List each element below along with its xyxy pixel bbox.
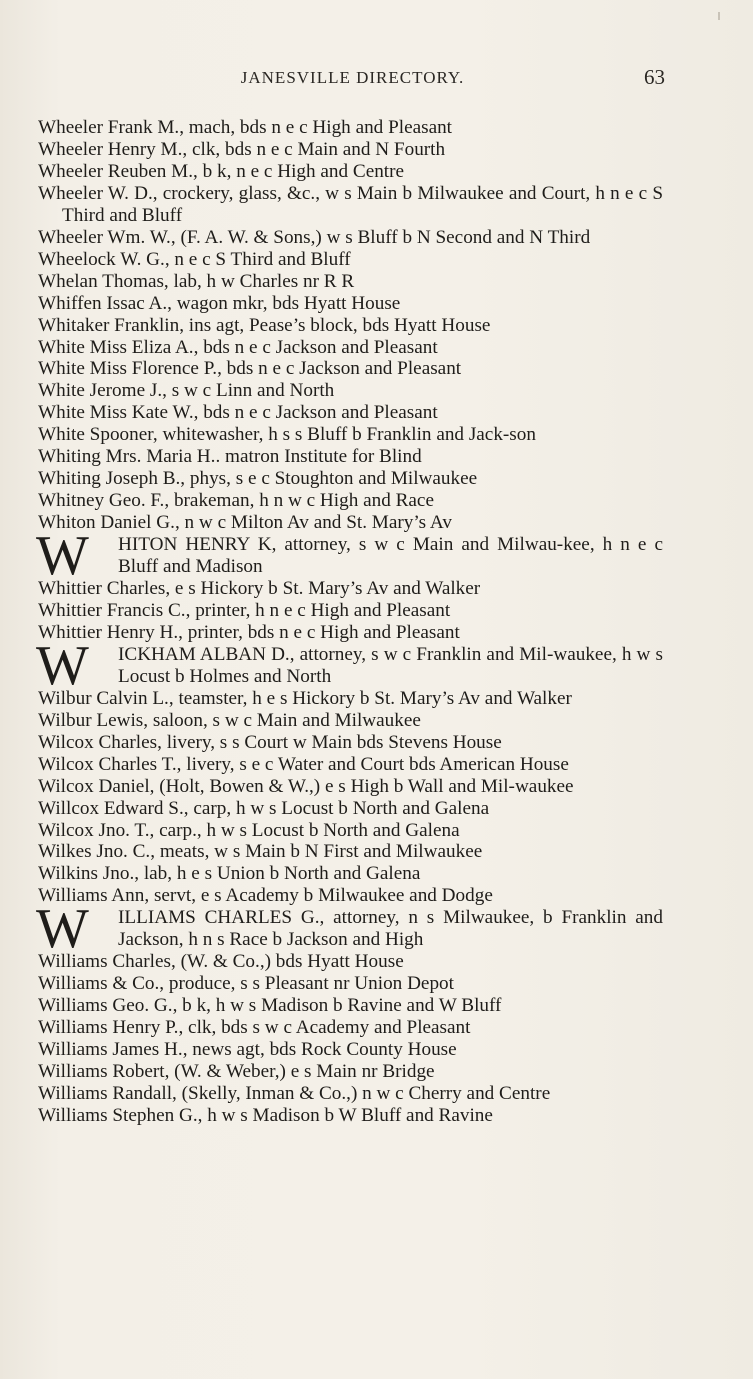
directory-entry <box>38 293 663 315</box>
directory-entry <box>38 1083 663 1105</box>
directory-entry <box>38 161 663 183</box>
directory-entry <box>38 490 663 512</box>
directory-entry <box>38 885 663 907</box>
directory-entry <box>38 139 663 161</box>
margin-mark <box>718 12 720 20</box>
directory-entry <box>38 380 663 402</box>
page-header <box>40 65 665 98</box>
featured-directory-entry <box>36 525 663 588</box>
entry-text: Williams Randall, (Skelly, Inman & Co.,) n w c Cherry and Centre <box>38 1082 551 1104</box>
entry-text: Williams Ann, servt, e s Academy b Milwaukee and Dodge <box>38 885 493 907</box>
directory-entry <box>38 863 663 885</box>
directory-entry <box>38 841 663 863</box>
entry-text: Wheelock W. G., n e c S Third and Bluff <box>38 248 351 270</box>
directory-entry <box>38 227 663 249</box>
entry-text: Whiffen Issac A., wagon mkr, bds Hyatt House <box>38 292 401 314</box>
entry-text: HITON HENRY K, attorney, s w c Main and Milwau-kee, h n e c Bluff and Madison <box>118 534 663 578</box>
directory-entry <box>38 315 663 337</box>
running-title: JANESVILLE DIRECTORY. <box>240 68 465 87</box>
entry-text: Wilbur Lewis, saloon, s w c Main and Milwaukee <box>38 709 421 731</box>
featured-directory-entry <box>36 898 663 961</box>
entry-text: Whittier Francis C., printer, h n e c High and Pleasant <box>38 599 451 621</box>
entry-text: Whitaker Franklin, ins agt, Pease’s block, bds Hyatt House <box>38 314 491 336</box>
directory-entry <box>38 1039 663 1061</box>
entry-text: Williams & Co., produce, s s Pleasant nr Union Depot <box>38 973 454 995</box>
directory-entry <box>38 249 663 271</box>
entry-text: Wilcox Daniel, (Holt, Bowen & W.,) e s High b Wall and Mil-waukee <box>38 775 574 797</box>
directory-entry <box>38 973 663 995</box>
entry-text: Whitney Geo. F., brakeman, h n w c High and Race <box>38 490 434 512</box>
entry-text: ICKHAM ALBAN D., attorney, s w c Franklin and Mil-waukee, h w s Locust b Holmes and North <box>118 643 663 687</box>
directory-entry <box>38 117 663 139</box>
directory-entry <box>38 337 663 359</box>
entry-text: Whiting Mrs. Maria H.. matron Institute for Blind <box>38 446 422 468</box>
entry-text: Wheeler W. D., crockery, glass, &c., w s Main b Milwaukee and Court, h n e c S Third and Bluff <box>38 182 663 226</box>
entry-text: Williams Robert, (W. & Weber,) e s Main nr Bridge <box>38 1060 435 1082</box>
directory-entry <box>38 1017 663 1039</box>
page-number: 63 <box>644 65 665 89</box>
directory-entry <box>38 358 663 380</box>
directory-entry <box>38 1061 663 1083</box>
entry-text: Wilkes Jno. C., meats, w s Main b N First and Milwaukee <box>38 841 483 863</box>
entry-text: Willcox Edward S., carp, h w s Locust b North and Galena <box>38 797 490 819</box>
directory-entry <box>38 820 663 842</box>
entry-text: Whelan Thomas, lab, h w Charles nr R R <box>38 270 355 292</box>
entry-text: Whiton Daniel G., n w c Milton Av and St. Mary’s Av <box>38 512 452 534</box>
directory-entry <box>38 446 663 468</box>
entry-text: White Jerome J., s w c Linn and North <box>38 380 335 402</box>
entry-text: Wilcox Charles, livery, s s Court w Main bds Stevens House <box>38 731 502 753</box>
directory-entry <box>38 995 663 1017</box>
directory-entry <box>38 798 663 820</box>
entry-text: Whittier Henry H., printer, bds n e c High and Pleasant <box>38 621 460 643</box>
entry-text: Williams James H., news agt, bds Rock County House <box>38 1039 457 1061</box>
directory-entry <box>38 468 663 490</box>
directory-entry <box>38 402 663 424</box>
entry-text: Williams Henry P., clk, bds s w c Academy and Pleasant <box>38 1017 471 1039</box>
directory-entries <box>38 117 663 1127</box>
directory-entry <box>38 271 663 293</box>
entry-text: Wheeler Reuben M., b k, n e c High and Centre <box>38 160 405 182</box>
directory-entry <box>38 688 663 710</box>
directory-entry <box>38 754 663 776</box>
entry-text: Wilkins Jno., lab, h e s Union b North and Galena <box>38 863 421 885</box>
directory-entry <box>38 512 663 534</box>
directory-entry <box>38 710 663 732</box>
entry-text: Whiting Joseph B., phys, s e c Stoughton and Milwaukee <box>38 468 478 490</box>
entry-text: Wilcox Charles T., livery, s e c Water and Court bds American House <box>38 753 569 775</box>
directory-entry <box>38 776 663 798</box>
entry-text: Wheeler Henry M., clk, bds n e c Main and N Fourth <box>38 138 446 160</box>
entry-text: Williams Geo. G., b k, h w s Madison b Ravine and W Bluff <box>38 995 502 1017</box>
drop-cap-letter: W <box>36 634 89 697</box>
directory-entry <box>38 622 663 644</box>
entry-text: Williams Charles, (W. & Co.,) bds Hyatt House <box>38 951 404 973</box>
entry-text: Williams Stephen G., h w s Madison b W Bluff and Ravine <box>38 1104 493 1126</box>
drop-cap-letter: W <box>36 525 89 588</box>
entry-text: White Miss Eliza A., bds n e c Jackson and Pleasant <box>38 336 438 358</box>
featured-directory-entry <box>36 634 663 697</box>
entry-text: White Miss Kate W., bds n e c Jackson and Pleasant <box>38 402 438 424</box>
directory-entry <box>38 732 663 754</box>
entry-text: Whittier Charles, e s Hickory b St. Mary’s Av and Walker <box>38 578 481 600</box>
entry-text: Wilcox Jno. T., carp., h w s Locust b North and Galena <box>38 819 460 841</box>
directory-entry <box>38 578 663 600</box>
entry-text: Wilbur Calvin L., teamster, h e s Hickory b St. Mary’s Av and Walker <box>38 687 572 709</box>
directory-entry <box>38 600 663 622</box>
directory-entry <box>38 1105 663 1127</box>
drop-cap-letter: W <box>36 898 89 961</box>
entry-text: White Miss Florence P., bds n e c Jackson and Pleasant <box>38 358 462 380</box>
directory-entry <box>38 183 663 227</box>
entry-text: ILLIAMS CHARLES G., attorney, n s Milwaukee, b Franklin and Jackson, h n s Race b Jackson and High <box>118 907 663 951</box>
entry-text: White Spooner, whitewasher, h s s Bluff b Franklin and Jack-son <box>38 424 536 446</box>
entry-text: Wheeler Wm. W., (F. A. W. & Sons,) w s Bluff b N Second and N Third <box>38 226 591 248</box>
directory-entry <box>38 951 663 973</box>
directory-entry <box>38 424 663 446</box>
entry-text: Wheeler Frank M., mach, bds n e c High and Pleasant <box>38 117 453 138</box>
